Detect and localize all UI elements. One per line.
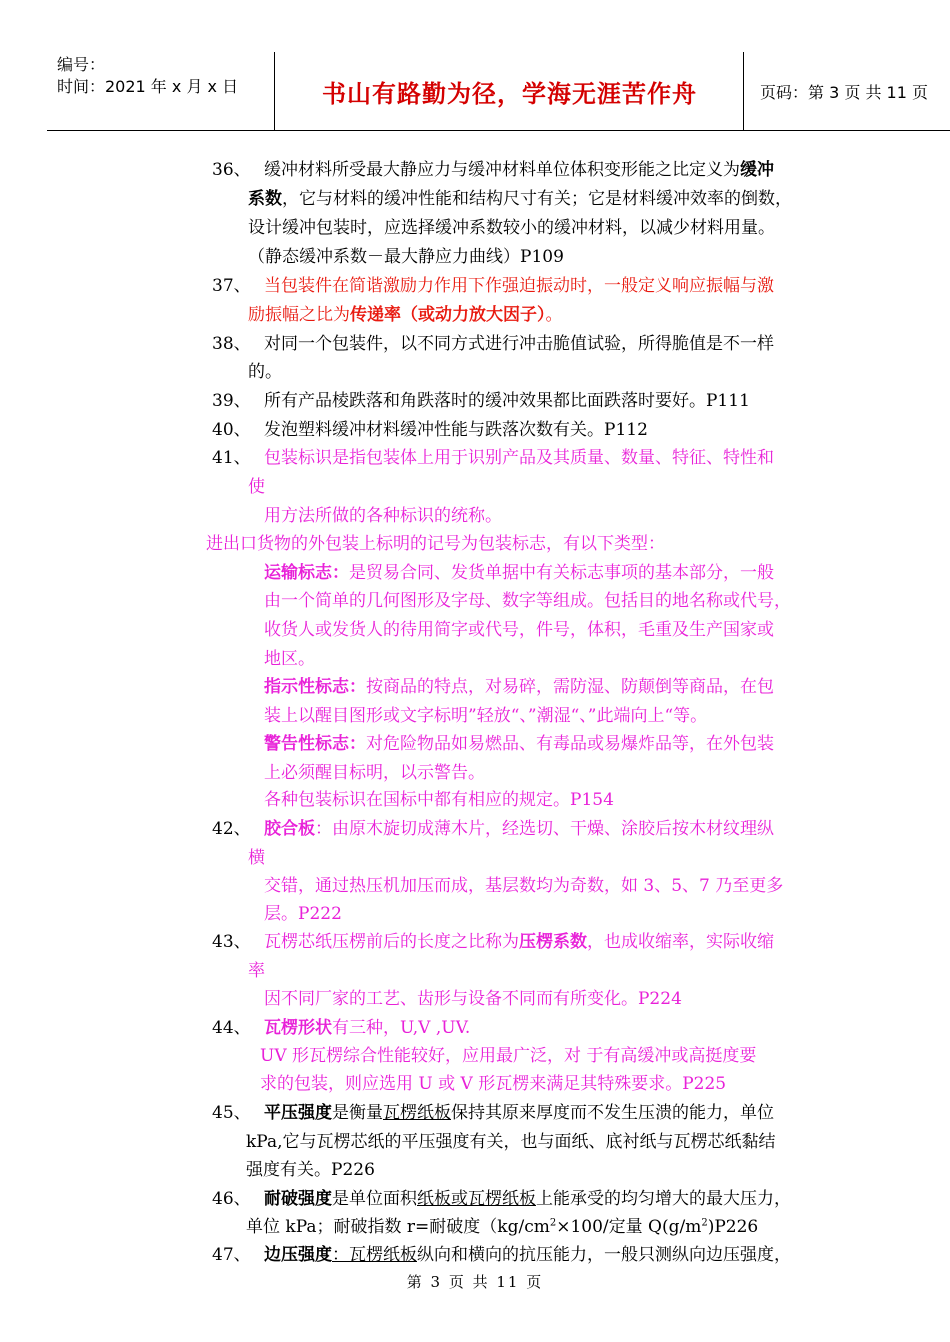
item-45-text-3: 强度有关。P226 (246, 1160, 375, 1180)
item-36-text-2: 系数，它与材料的缓冲性能和结构尺寸有关；它是材料缓冲效率的倒数， (248, 189, 792, 209)
item-41-num: 41、 (212, 448, 251, 468)
item-42-text-4: 层。P222 (264, 904, 342, 924)
item-38-text-1: 对同一个包装件，以不同方式进行冲击脆值试验，所得脆值是不一样 (264, 334, 774, 354)
item-46-text-2: 单位 kPa；耐破指数 r=耐破度（$kg/cm^2\times 100/$定量 $Q(g/m^2)P226$ (246, 1217, 759, 1237)
item-36-text-3: 设计缓冲包装时，应选择缓冲系数较小的缓冲材料，以减少材料用量。 (248, 218, 775, 238)
item-41-text-7: 收货人或发货人的待用简字或代号，件号，体积，毛重及生产国家或 (264, 620, 774, 640)
header-page-info-cell (744, 52, 950, 130)
item-41-text-2: 使 (248, 477, 265, 497)
item-47-text-1: 边压强度：瓦楞纸板纵向和横向的抗压能力，一般只测纵向边压强度， (264, 1245, 791, 1265)
item-41-text-1: 包装标识是指包装体上用于识别产品及其质量、数量、特征、特性和 (264, 448, 774, 468)
item-39-num: 39、 (212, 391, 251, 411)
item-41-text-6: 由一个简单的几何图形及字母、数字等组成。包括目的地名称或代号， (264, 591, 791, 611)
item-43-text-1: 瓦楞芯纸压楞前后的长度之比称为压楞系数，也成收缩率，实际收缩 (264, 932, 774, 952)
item-44-text-1: 瓦楞形状有三种，U,V ,UV. (264, 1018, 471, 1038)
item-37-num: 37、 (212, 276, 251, 296)
doc-time-label: 时间：2021 年 x 月 x 日 (57, 77, 239, 96)
item-42-text-1: 胶合板：由原木旋切成薄木片，经选切、干燥、涂胶后按木材纹理纵 (264, 819, 774, 839)
item-45-num: 45、 (212, 1103, 251, 1123)
header-meta (47, 52, 275, 130)
item-43-text-3: 因不同厂家的工艺、齿形与设备不同而有所变化。P224 (264, 989, 682, 1009)
item-47-num: 47、 (212, 1245, 251, 1265)
item-46-text-1: 耐破强度是单位面积纸板或瓦楞纸板上能承受的均匀增大的最大压力， (264, 1189, 791, 1209)
item-37-text-2: 励振幅之比为传递率（或动力放大因子）。 (248, 305, 563, 325)
header-page-info: 页码：第 3 页 共 11 页 (760, 82, 928, 102)
doc-number-label: 编号： (57, 55, 106, 74)
item-43-text-2: 率 (248, 961, 265, 981)
item-38-text-2: 的。 (248, 362, 282, 382)
item-37-text-1: 当包装件在简谐激励力作用下作强迫振动时，一般定义响应振幅与激 (264, 276, 774, 296)
item-42-num: 42、 (212, 819, 251, 839)
item-43-num: 43、 (212, 932, 251, 952)
item-44-num: 44、 (212, 1018, 251, 1038)
item-40-num: 40、 (212, 420, 251, 440)
item-38-num: 38、 (212, 334, 251, 354)
item-45-text-2: kPa,它与瓦楞芯纸的平压强度有关，也与面纸、底衬纸与瓦楞芯纸黏结 (246, 1132, 776, 1152)
item-41-text-4: 进出口货物的外包装上标明的记号为包装标志，有以下类型： (206, 534, 665, 554)
item-41-text-12: 上必须醒目标明，以示警告。 (264, 763, 485, 783)
page-footer: 第 3 页 共 11 页 (406, 1273, 544, 1291)
item-46-num: 46、 (212, 1189, 251, 1209)
item-44-text-3: 求的包装，则应选用 U 或 V 形瓦楞来满足其特殊要求。P225 (260, 1074, 727, 1094)
header-motto-cell (276, 52, 744, 130)
item-42-text-2: 横 (248, 848, 265, 868)
item-41-text-10: 装上以醒目图形或文字标明”轻放“、”潮湿“、”此端向上“等。 (264, 706, 708, 726)
item-41-indicative-mark: 指示性标志：按商品的特点，对易碎，需防湿、防颠倒等商品，在包 (264, 677, 774, 697)
item-42-text-3: 交错，通过热压机加压而成，基层数均为奇数，如 3、5、7 乃至更多 (264, 876, 784, 896)
page-header (47, 52, 950, 131)
item-36-text-4: （静态缓冲系数－最大静应力曲线）P109 (248, 247, 564, 267)
item-41-text-3: 用方法所做的各种标识的统称。 (264, 506, 502, 526)
item-45-text-1: 平压强度是衡量瓦楞纸板保持其原来厚度而不发生压溃的能力，单位 (264, 1103, 774, 1123)
item-40-text: 发泡塑料缓冲材料缓冲性能与跌落次数有关。P112 (264, 420, 648, 440)
item-41-text-13: 各种包装标识在国标中都有相应的规定。P154 (264, 790, 614, 810)
item-41-warning-mark: 警告性标志：对危险物品如易燃品、有毒品或易爆炸品等，在外包装 (264, 734, 774, 754)
header-motto: 书山有路勤为径，学海无涯苦作舟 (322, 79, 697, 108)
item-41-transport-mark: 运输标志：是贸易合同、发货单据中有关标志事项的基本部分，一般 (264, 563, 774, 583)
item-44-text-2: UV 形瓦楞综合性能较好，应用最广泛，对 于有高缓冲或高挺度要 (260, 1046, 757, 1066)
item-36-text-1: 缓冲材料所受最大静应力与缓冲材料单位体积变形能之比定义为缓冲 (264, 160, 774, 180)
item-39-text: 所有产品棱跌落和角跌落时的缓冲效果都比面跌落时要好。P111 (264, 391, 750, 411)
item-41-text-8: 地区。 (264, 649, 315, 669)
